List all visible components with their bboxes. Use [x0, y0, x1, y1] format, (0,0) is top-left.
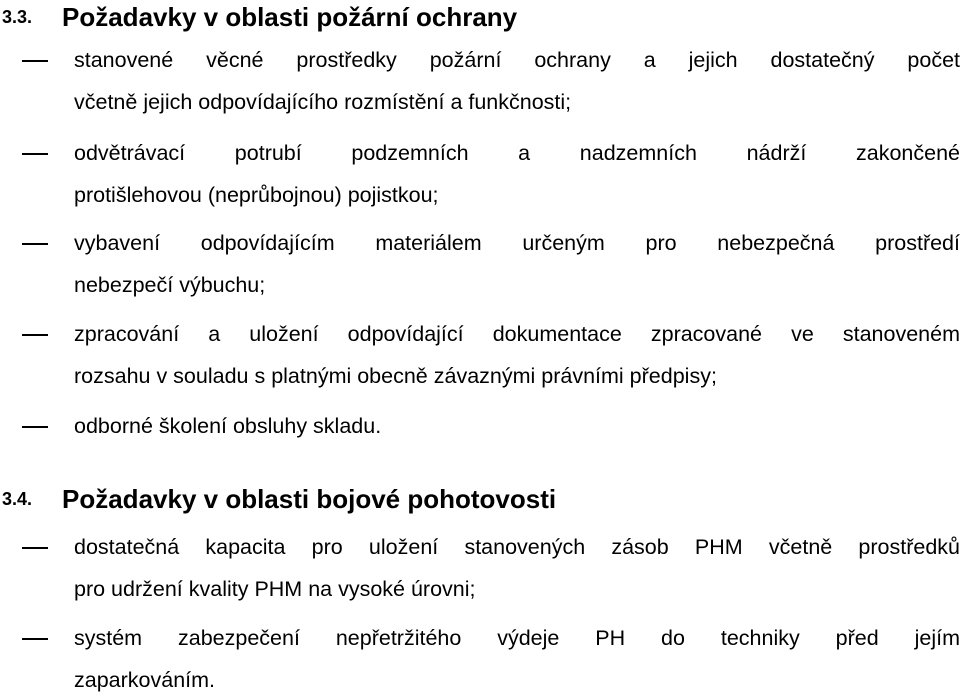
section-title: Požadavky v oblasti požární ochrany	[62, 2, 518, 32]
list-item-line: protišlehovou (neprůbojnou) pojistkou;	[74, 183, 439, 207]
section-number: 3.3.	[2, 7, 33, 27]
list-item-line: systém zabezpečení nepřetržitého výdeje PH do techniky před jejím	[74, 626, 960, 650]
dash-bullet-icon	[22, 153, 48, 155]
list-item-line: včetně jejich odpovídajícího rozmístění a funkčnosti;	[74, 90, 572, 114]
list-item-line: rozsahu v souladu s platnými obecně závaznými právními předpisy;	[74, 364, 717, 388]
dash-bullet-icon	[22, 547, 48, 549]
list-item-line: zaparkováním.	[74, 668, 216, 692]
dash-bullet-icon	[22, 426, 48, 428]
list-item-line: dostatečná kapacita pro uložení stanovených zásob PHM včetně prostředků	[74, 535, 960, 559]
list-item-line: vybavení odpovídajícím materiálem určeným pro nebezpečná prostředí	[74, 231, 960, 255]
dash-bullet-icon	[22, 60, 48, 62]
list-item-line: zpracování a uložení odpovídající dokumentace zpracované ve stanoveném	[74, 322, 960, 346]
list-item-line: pro udržení kvality PHM na vysoké úrovni;	[74, 577, 476, 601]
section-title: Požadavky v oblasti bojové pohotovosti	[62, 484, 557, 514]
list-item-line: odvětrávací potrubí podzemních a nadzemních nádrží zakončené	[74, 141, 960, 165]
list-item-line: nebezpečí výbuchu;	[74, 273, 266, 297]
dash-bullet-icon	[22, 243, 48, 245]
section-number: 3.4.	[2, 489, 33, 509]
list-item-line: odborné školení obsluhy skladu.	[74, 414, 382, 438]
list-item-line: stanovené věcné prostředky požární ochrany a jejich dostatečný počet	[74, 48, 960, 72]
dash-bullet-icon	[22, 638, 48, 640]
dash-bullet-icon	[22, 334, 48, 336]
